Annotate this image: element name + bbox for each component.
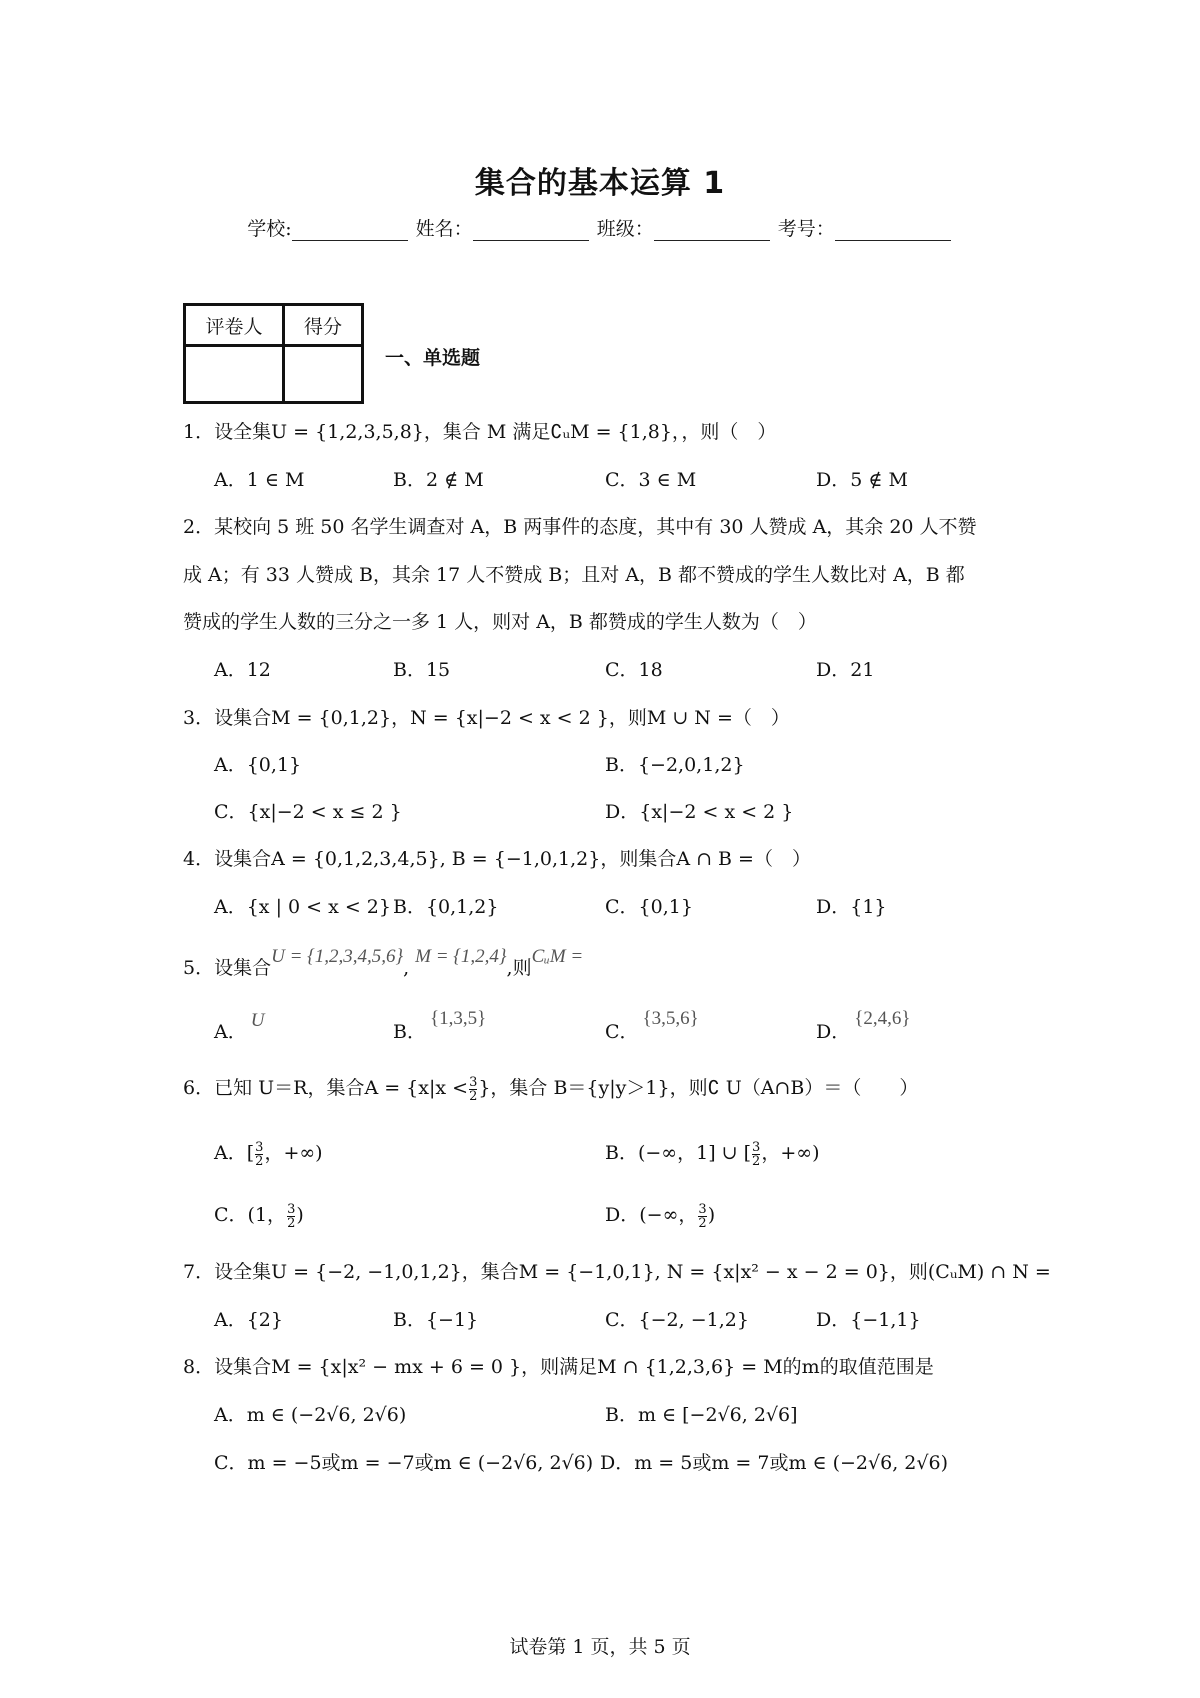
option-c[interactable]: C．{−2, −1,2} — [605, 1309, 749, 1331]
question-2 — [183, 512, 977, 539]
option-b[interactable]: B．{0,1,2} — [393, 896, 499, 918]
question-7 — [183, 1257, 1051, 1284]
question-stem: 设集合M = {0,1,2}，N = {x|−2 < x < 2 }，则M ∪ N =（ ） — [214, 707, 790, 729]
question-8 — [183, 1352, 934, 1379]
option-d[interactable]: D．5 ∉ M — [816, 469, 908, 491]
score-cell[interactable] — [284, 346, 363, 403]
option-text: ) — [296, 1204, 304, 1226]
option-d[interactable] — [816, 1008, 911, 1044]
option-b[interactable]: B．m ∈ [−2√6, 2√6] — [605, 1404, 798, 1426]
option-c[interactable]: C．3 ∈ M — [605, 469, 697, 491]
formula-image: {3,5,6} — [642, 1008, 699, 1029]
grader-header: 评卷人 — [185, 305, 284, 346]
option-label: D． — [605, 1204, 640, 1226]
question-4 — [183, 844, 811, 871]
question-stem: 设集合M = {x|x² − mx + 6 = 0 }，则满足M ∩ {1,2,3,6} = M的m的取值范围是 — [214, 1356, 934, 1378]
question-number: 8． — [183, 1356, 215, 1378]
option-label: A． — [214, 1021, 247, 1043]
question-stem-line-3: 赞成的学生人数的三分之一多 1 人，则对 A，B 都赞成的学生人数为（ ） — [183, 611, 817, 633]
option-a[interactable]: A．{0,1} — [214, 754, 302, 776]
fraction: $\frac{3}{2}$ — [255, 1139, 264, 1169]
option-label: B． — [605, 1142, 638, 1164]
question-1 — [183, 417, 776, 444]
question-stem: 设全集U = {1,2,3,5,8}，集合 M 满足∁ᵤM = {1,8}，，则（ ） — [214, 421, 777, 443]
option-b[interactable]: B．2 ∉ M — [393, 469, 484, 491]
option-label: C． — [214, 1204, 248, 1226]
formula-image-complement: CᵤM = — [531, 946, 584, 967]
question-number: 1． — [183, 421, 215, 443]
option-a[interactable]: A．1 ∈ M — [214, 469, 305, 491]
question-number: 6． — [183, 1077, 215, 1099]
question-number: 4． — [183, 848, 215, 870]
question-3 — [183, 703, 790, 730]
page-footer: 试卷第 1 页，共 5 页 — [509, 1636, 691, 1658]
option-c[interactable]: C．{x|−2 < x ≤ 2 } — [214, 801, 402, 823]
option-label: A． — [214, 1142, 247, 1164]
option-text: (−∞， — [639, 1204, 698, 1226]
score-table — [183, 303, 364, 404]
class-blank[interactable] — [654, 222, 770, 241]
option-b[interactable]: B．{−2,0,1,2} — [605, 754, 745, 776]
option-label: C． — [605, 1021, 639, 1043]
option-a[interactable] — [214, 1010, 265, 1044]
formula-image-M: M = {1,2,4} — [415, 946, 507, 967]
fraction: $\frac{3}{2}$ — [698, 1201, 707, 1231]
formula-image-U: U = {1,2,3,4,5,6} — [271, 946, 404, 967]
exam-number-blank[interactable] — [835, 222, 951, 241]
option-c[interactable]: C．18 — [605, 659, 663, 681]
exam-number-label: 考号： — [777, 218, 835, 240]
option-b[interactable] — [393, 1008, 487, 1044]
formula-image: {2,4,6} — [854, 1008, 911, 1029]
option-d[interactable]: D．{−1,1} — [816, 1309, 921, 1331]
name-label: 姓名： — [415, 218, 473, 240]
option-d[interactable]: D．m = 5或m = 7或m ∈ (−2√6, 2√6) — [600, 1452, 948, 1474]
option-a[interactable] — [214, 1138, 323, 1168]
option-a[interactable]: A．12 — [214, 659, 271, 681]
question-stem: 设全集U = {−2, −1,0,1,2}，集合M = {−1,0,1}, N = {x|x² − x − 2 = 0}，则(CᵤM) ∩ N = — [214, 1261, 1051, 1283]
question-stem-line-2: 成 A；有 33 人赞成 B，其余 17 人不赞成 B；且对 A，B 都不赞成的学生人数比对 A，B 都 — [183, 564, 965, 586]
option-a[interactable]: A．m ∈ (−2√6, 2√6) — [214, 1404, 407, 1426]
option-label: B． — [393, 1021, 426, 1043]
question-5: 5．设集合U = {1,2,3,4,5,6},M = {1,2,4},则CᵤM = — [183, 946, 584, 979]
fraction: $\frac{3}{2}$ — [287, 1201, 296, 1231]
question-stem-prefix: 设集合 — [214, 957, 272, 979]
option-text: ) — [707, 1204, 716, 1226]
fraction: $\frac{3}{2}$ — [752, 1139, 761, 1169]
class-label: 班级： — [596, 218, 654, 240]
question-stem-then: 则 — [512, 957, 532, 979]
school-blank[interactable] — [292, 222, 408, 241]
name-blank[interactable] — [473, 222, 589, 241]
option-d[interactable]: D．21 — [816, 659, 875, 681]
formula-image: U — [250, 1010, 265, 1031]
page-title: 集合的基本运算 1 — [474, 166, 726, 201]
question-6 — [183, 1073, 918, 1103]
option-text: (1， — [247, 1204, 287, 1226]
option-text: ，+∞) — [761, 1142, 820, 1164]
fraction: $\frac{3}{2}$ — [469, 1074, 478, 1104]
option-a[interactable]: A．{x | 0 < x < 2} — [214, 896, 391, 918]
question-number: 5． — [183, 957, 215, 979]
score-header: 得分 — [284, 305, 363, 346]
option-text: ，+∞) — [264, 1142, 323, 1164]
option-b[interactable] — [605, 1138, 820, 1168]
option-text: (−∞，1] ∪ [ — [637, 1142, 752, 1164]
option-d[interactable]: D．{1} — [816, 896, 887, 918]
section-title: 一、单选题 — [385, 347, 481, 369]
option-b[interactable]: B．{−1} — [393, 1309, 479, 1331]
option-b[interactable]: B．15 — [393, 659, 451, 681]
option-d[interactable] — [605, 1200, 715, 1230]
school-label: 学校: — [247, 218, 292, 240]
question-stem-line-1: 某校向 5 班 50 名学生调查对 A，B 两事件的态度，其中有 30 人赞成 A，其余 20 人不赞 — [214, 516, 977, 538]
question-stem: 设集合A = {0,1,2,3,4,5}, B = {−1,0,1,2}，则集合A ∩ B =（ ） — [214, 848, 811, 870]
question-number: 7． — [183, 1261, 215, 1283]
question-stem-part-1: 已知 U＝R，集合A = {x|x < — [214, 1077, 469, 1099]
option-label: D． — [816, 1021, 851, 1043]
question-stem-part-2: }，集合 B＝{y|y＞1}，则∁ U（A∩B）＝（ ） — [478, 1077, 919, 1099]
option-c[interactable]: C．m = −5或m = −7或m ∈ (−2√6, 2√6) — [214, 1452, 594, 1474]
option-a[interactable]: A．{2} — [214, 1309, 283, 1331]
grader-cell[interactable] — [185, 346, 284, 403]
student-info-line — [0, 214, 1200, 241]
option-d[interactable]: D．{x|−2 < x < 2 } — [605, 801, 794, 823]
formula-image: {1,3,5} — [429, 1008, 487, 1029]
option-c[interactable] — [214, 1200, 304, 1230]
option-c[interactable]: C．{0,1} — [605, 896, 693, 918]
option-text: [ — [246, 1142, 255, 1164]
option-c[interactable] — [605, 1008, 699, 1044]
question-number: 3． — [183, 707, 215, 729]
question-number: 2． — [183, 516, 215, 538]
